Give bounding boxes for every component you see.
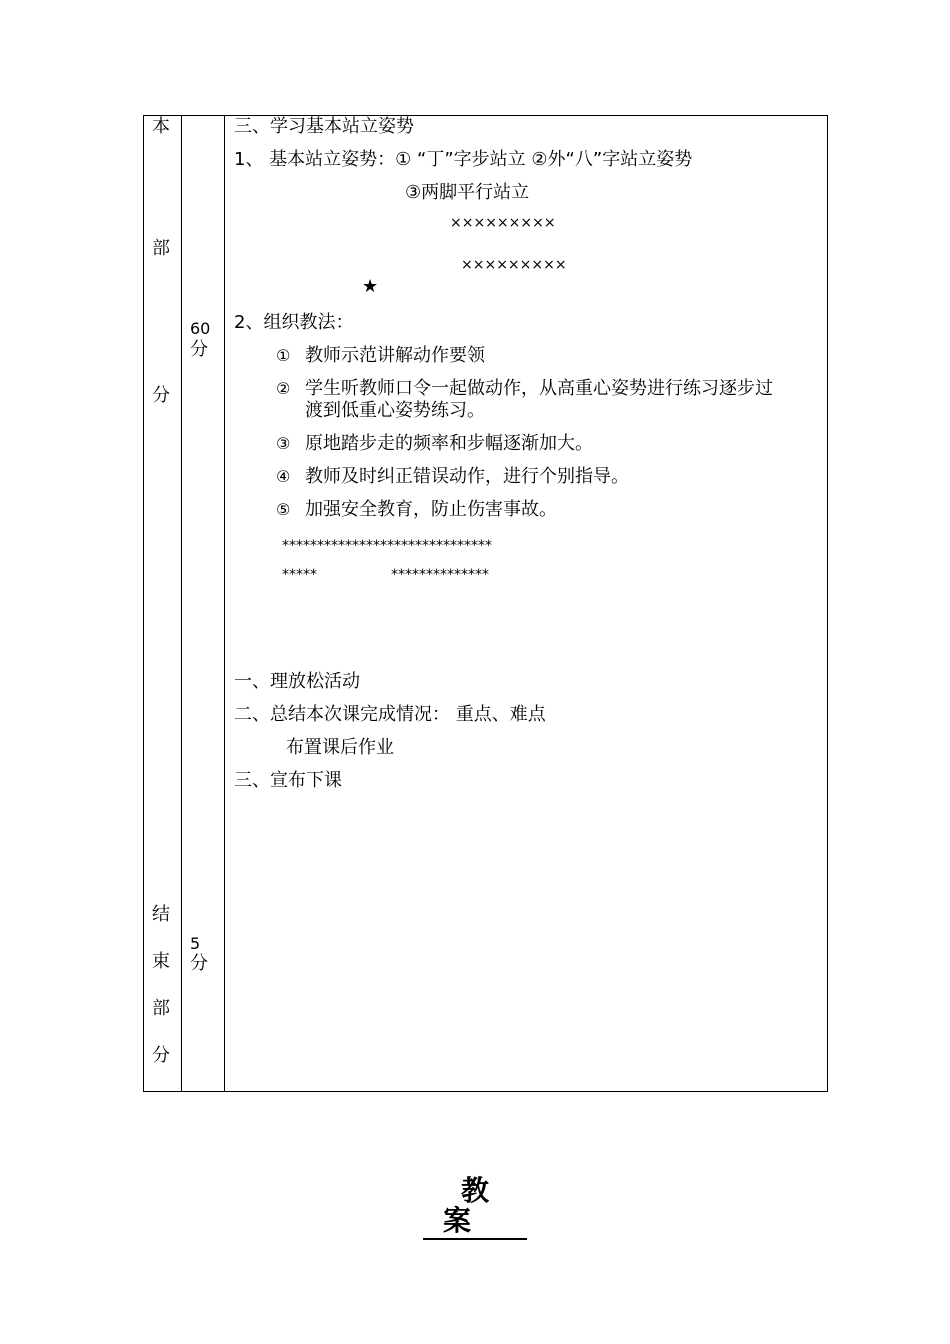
page-title: 教案 <box>423 1176 527 1240</box>
teacher-star-icon: ★ <box>362 276 379 297</box>
stars-row-1: ****************************** <box>282 538 492 554</box>
column-divider-2 <box>224 116 225 1091</box>
organization-heading: 2、组织教法： <box>234 312 354 333</box>
ending-item-1: 一、理放松活动 <box>234 671 360 692</box>
time-end-number: 5 <box>190 934 201 953</box>
time-main-unit: 分 <box>190 339 208 360</box>
method-3-text: 原地踏步走的频率和步幅逐渐加大。 <box>305 433 593 454</box>
ending-item-3: 三、宣布下课 <box>234 770 342 791</box>
section-label-main-1: 本 <box>152 116 170 137</box>
formation-row-1: ××××××××× <box>450 215 556 231</box>
ending-item-2-sub: 布置课后作业 <box>286 737 394 758</box>
stance-line-2: ③两脚平行站立 <box>405 182 530 203</box>
stars-row-2-right: ************** <box>391 567 489 583</box>
method-5-text: 加强安全教育，防止伤害事故。 <box>305 499 557 520</box>
method-2-text-cont: 渡到低重心姿势练习。 <box>305 400 485 421</box>
time-end-unit: 分 <box>190 953 208 974</box>
method-1-text: 教师示范讲解动作要领 <box>305 345 485 366</box>
section-label-main-2: 部 <box>152 238 170 259</box>
method-1-number: ① <box>276 346 291 365</box>
section-label-end-4: 分 <box>152 1045 170 1066</box>
column-divider-1 <box>181 116 182 1091</box>
stars-row-2-left: ***** <box>282 567 317 583</box>
section-label-end-1: 结 <box>152 904 170 925</box>
method-3-number: ③ <box>276 434 291 453</box>
method-4-number: ④ <box>276 467 291 486</box>
method-2-number: ② <box>276 379 291 398</box>
section-label-end-2: 束 <box>152 951 170 972</box>
stance-line-1: 1、 基本站立姿势：① “丁”字步站立 ②外“八”字站立姿势 <box>234 149 693 170</box>
method-4-text: 教师及时纠正错误动作，进行个别指导。 <box>305 466 629 487</box>
formation-row-2: ××××××××× <box>461 257 567 273</box>
section-label-end-3: 部 <box>152 998 170 1019</box>
method-5-number: ⑤ <box>276 500 291 519</box>
ending-item-2: 二、总结本次课完成情况： 重点、难点 <box>234 704 546 725</box>
method-2-text: 学生听教师口令一起做动作，从高重心姿势进行练习逐步过 <box>305 378 773 399</box>
heading-standing-posture: 三、学习基本站立姿势 <box>234 116 414 137</box>
time-main-number: 60 <box>190 319 211 338</box>
section-label-main-3: 分 <box>152 385 170 406</box>
